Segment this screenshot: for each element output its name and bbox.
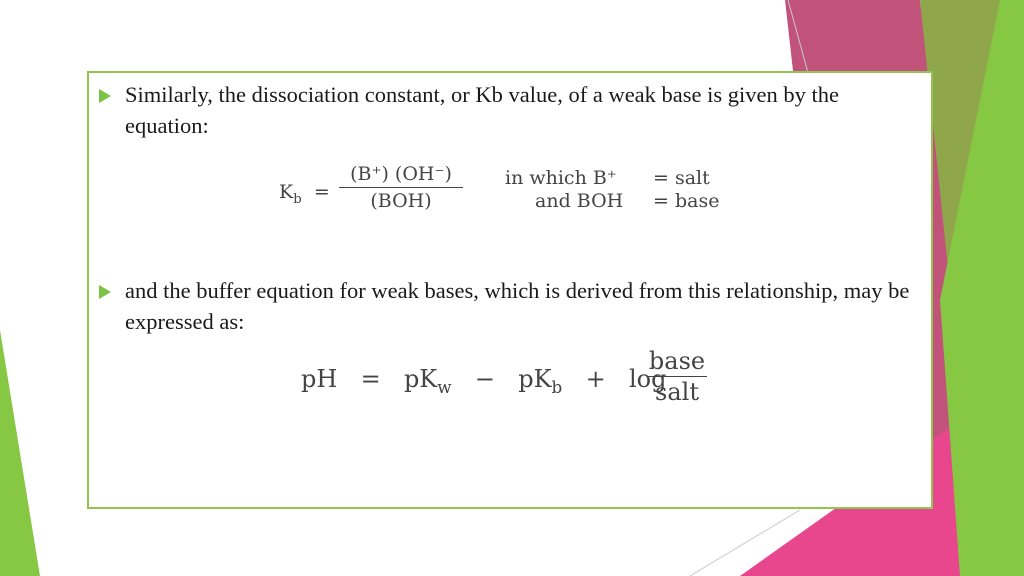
kb-lhs <box>279 181 330 207</box>
content-box <box>87 71 933 509</box>
kb-equals: = <box>313 181 330 203</box>
kb-equation <box>279 163 739 223</box>
pkw-term: pK <box>403 365 438 393</box>
pkw-subscript: w <box>437 376 452 397</box>
bullet-text-1: Similarly, the dissociation constant, or Kb value, of a weak base is given by the equation: <box>125 82 840 138</box>
equals-sign: = <box>360 365 381 393</box>
buffer-equation <box>301 347 721 407</box>
triangle-bullet-icon <box>99 285 111 299</box>
buffer-equation-lhs <box>301 365 666 397</box>
pkb-subscript: b <box>551 376 563 397</box>
log-numerator: base <box>648 347 706 375</box>
bullet-text-2: and the buffer equation for weak bases, which is derived from this relationship, may be expressed as: <box>125 278 910 334</box>
definitions <box>653 167 720 212</box>
plus-sign: + <box>585 365 606 393</box>
pkb-term: pK <box>518 365 552 393</box>
bullet-item-2 <box>99 275 914 337</box>
kb-numerator: (B⁺) (OH⁻) <box>350 163 452 185</box>
definition-base: = base <box>653 190 720 212</box>
bullet-item-1 <box>99 79 914 141</box>
log-term: log <box>628 365 667 393</box>
definition-salt: = salt <box>653 167 710 189</box>
kb-denominator: (BOH) <box>370 190 432 212</box>
minus-sign: − <box>474 365 495 393</box>
kb-symbol: K <box>279 181 294 203</box>
where-line-2: and BOH <box>535 190 624 212</box>
green-stripe-left <box>0 330 40 576</box>
triangle-bullet-icon <box>99 89 111 103</box>
where-line-1: in which B⁺ <box>505 167 617 189</box>
log-denominator: salt <box>655 378 699 406</box>
ph-term: pH <box>301 365 338 393</box>
log-fraction <box>647 347 707 406</box>
kb-subscript: b <box>293 191 302 207</box>
kb-fraction <box>339 163 463 212</box>
where-clause <box>505 167 624 212</box>
